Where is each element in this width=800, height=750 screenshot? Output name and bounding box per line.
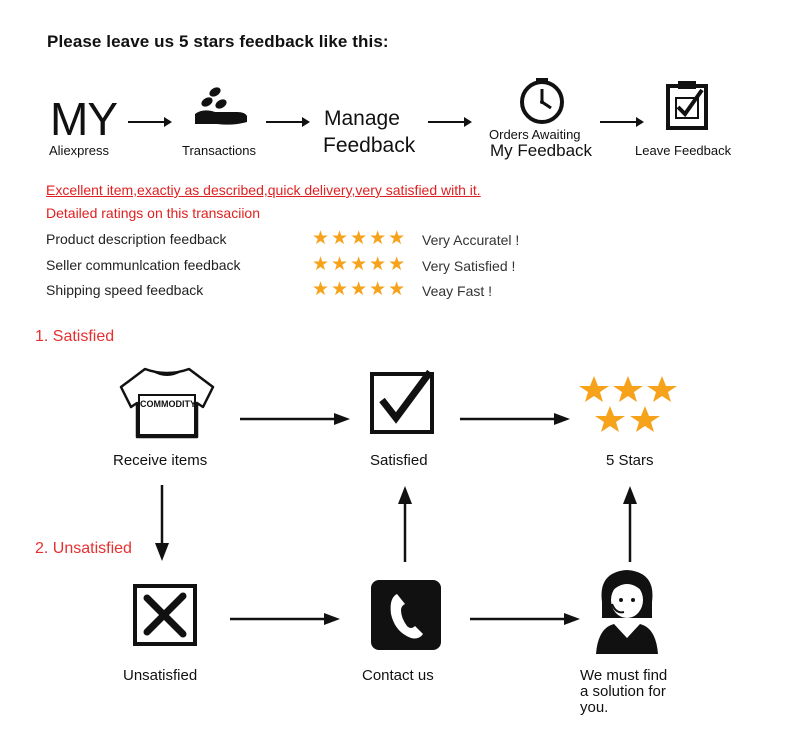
- rating-note-shipping: Veay Fast !: [422, 283, 493, 299]
- rating-stars-shipping: ★★★★★: [312, 279, 408, 300]
- arrow-right-icon: [128, 116, 172, 128]
- arrow-right-icon: [470, 612, 580, 626]
- rating-stars-product: ★★★★★: [312, 228, 408, 249]
- rating-stars-seller: ★★★★★: [312, 254, 408, 275]
- arrow-up-icon: [397, 486, 413, 562]
- checkbox-cross-icon: [133, 584, 199, 648]
- arrow-down-icon: [154, 485, 170, 561]
- arrow-right-icon: [230, 612, 340, 626]
- commodity-label: COMMODITY: [140, 399, 196, 409]
- my-feedback-label: My Feedback: [490, 141, 593, 160]
- hand-coins-icon: [193, 84, 249, 128]
- five-stars-label: 5 Stars: [606, 452, 654, 469]
- arrow-right-icon: [428, 116, 472, 128]
- support-agent-icon: [594, 568, 660, 654]
- transactions-label: Transactions: [182, 143, 256, 158]
- arrow-up-icon: [622, 486, 638, 562]
- solution-text: [580, 668, 667, 716]
- feedback-label: Feedback: [323, 134, 416, 157]
- leave-feedback-label: Leave Feedback: [635, 143, 732, 158]
- arrow-right-icon: [600, 116, 644, 128]
- satisfied-label: Satisfied: [370, 452, 428, 469]
- arrow-right-icon: [460, 412, 570, 426]
- page-title: Please leave us 5 stars feedback like this:: [47, 32, 389, 51]
- solution-line-1: We must find: [580, 667, 668, 684]
- five-stars-icon: [578, 374, 678, 438]
- aliexpress-label: Aliexpress: [49, 143, 109, 158]
- checkbox-checked-icon: [370, 370, 438, 436]
- arrow-right-icon: [240, 412, 350, 426]
- clock-icon: [518, 78, 566, 124]
- unsatisfied-label: Unsatisfied: [123, 667, 198, 684]
- arrow-right-icon: [266, 116, 310, 128]
- rating-label-shipping: Shipping speed feedback: [46, 282, 204, 298]
- rating-label-product: Product description feedback: [46, 231, 227, 247]
- rating-label-seller: Seller communlcation feedback: [46, 257, 241, 273]
- manage-label: Manage: [324, 107, 400, 130]
- contact-us-label: Contact us: [362, 667, 434, 684]
- satisfied-heading: 1. Satisfied: [35, 328, 115, 345]
- receive-items-label: Receive items: [113, 452, 208, 469]
- unsatisfied-heading: 2. Unsatisfied: [35, 540, 132, 557]
- rating-note-seller: Very Satisfied !: [422, 258, 516, 274]
- solution-line-3: you.: [580, 699, 609, 716]
- my-logo-text: MY: [50, 93, 117, 145]
- rating-note-product: Very Accuratel !: [422, 232, 520, 248]
- clipboard-check-icon: [664, 80, 712, 130]
- detailed-ratings-heading: Detailed ratings on this transaciion: [46, 205, 261, 221]
- phone-icon: [371, 580, 441, 650]
- solution-line-2: a solution for: [580, 683, 666, 700]
- orders-awaiting-label: Orders Awaiting: [489, 127, 581, 142]
- feedback-comment: Excellent item,exactiy as described,quick delivery,very satisfied with it.: [46, 182, 481, 198]
